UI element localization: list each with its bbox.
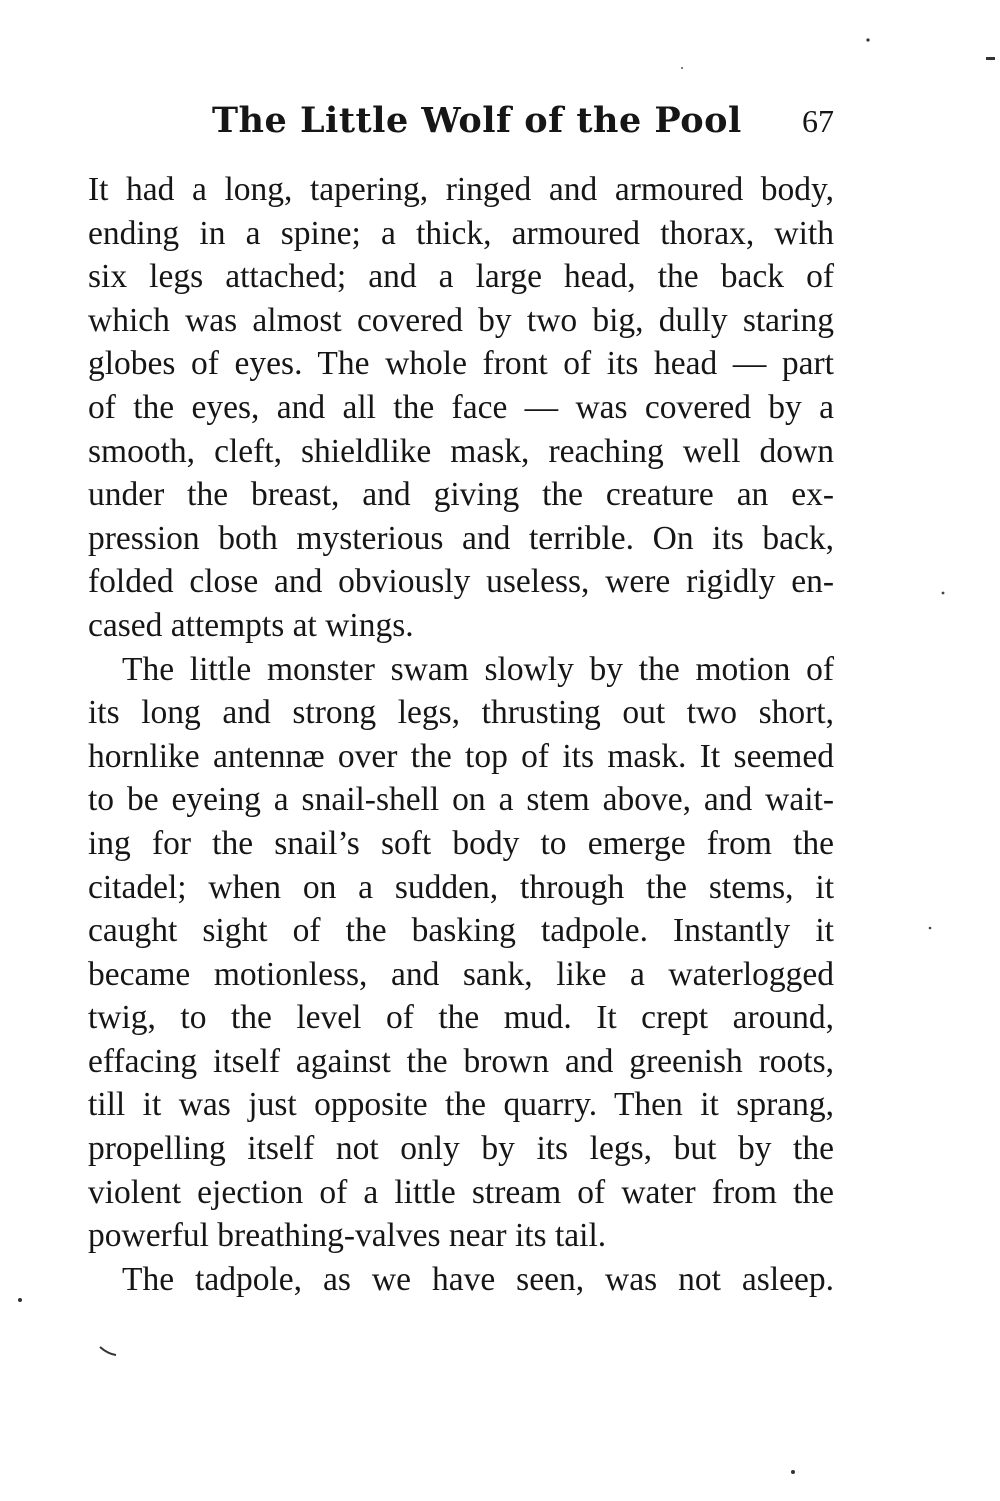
- text-line: propelling itself not only by its legs, but by the: [88, 1130, 834, 1168]
- scan-speck: [681, 67, 683, 69]
- text-line: twig, to the level of the mud. It crept around,: [88, 999, 834, 1037]
- text-line: cased attempts at wings.: [88, 606, 414, 644]
- scan-speck: [100, 1347, 116, 1355]
- text-line: its long and strong legs, thrusting out two short,: [88, 694, 834, 732]
- text-line: which was almost covered by two big, dully staring: [88, 301, 834, 339]
- text-line: ing for the snail’s soft body to emerge from the: [88, 824, 834, 862]
- page-number: 67: [802, 103, 834, 139]
- text-line: of the eyes, and all the face — was covered by a: [88, 388, 834, 426]
- text-line: It had a long, tapering, ringed and armoured body,: [88, 171, 834, 208]
- text-line: to be eyeing a snail-shell on a stem above, and wait-: [88, 781, 834, 819]
- text-line: six legs attached; and a large head, the back of: [88, 258, 834, 296]
- text-line: pression both mysterious and terrible. On its back,: [88, 519, 834, 557]
- text-line: effacing itself against the brown and greenish roots,: [88, 1042, 834, 1080]
- text-line: ending in a spine; a thick, armoured thorax, with: [88, 214, 834, 252]
- scan-speck: [942, 592, 945, 595]
- text-line: hornlike antennæ over the top of its mask. It seemed: [88, 737, 834, 775]
- scan-speck: [791, 1470, 795, 1474]
- scan-speck: [986, 57, 995, 60]
- text-line: under the breast, and giving the creature an ex-: [88, 476, 834, 514]
- text-line: smooth, cleft, shieldlike mask, reaching well down: [88, 432, 834, 470]
- text-line: violent ejection of a little stream of water from the: [88, 1173, 834, 1211]
- text-line: The little monster swam slowly by the motion of: [122, 650, 834, 688]
- scan-speck: [18, 1298, 22, 1302]
- text-line: folded close and obviously useless, were rigidly en-: [88, 563, 834, 601]
- text-line: The tadpole, as we have seen, was not asleep.: [122, 1260, 834, 1298]
- text-line: caught sight of the basking tadpole. Instantly it: [88, 912, 834, 950]
- text-line: became motionless, and sank, like a waterlogged: [88, 955, 834, 993]
- text-line: till it was just opposite the quarry. Then it sprang,: [88, 1086, 834, 1124]
- scan-speck: [866, 38, 869, 41]
- text-line: citadel; when on a sudden, through the stems, it: [88, 868, 834, 906]
- scan-speck: [929, 927, 932, 930]
- text-line: globes of eyes. The whole front of its head — part: [88, 345, 834, 383]
- running-title: The Little Wolf of the Pool: [212, 100, 742, 141]
- text-line: powerful breathing-valves near its tail.: [88, 1217, 607, 1255]
